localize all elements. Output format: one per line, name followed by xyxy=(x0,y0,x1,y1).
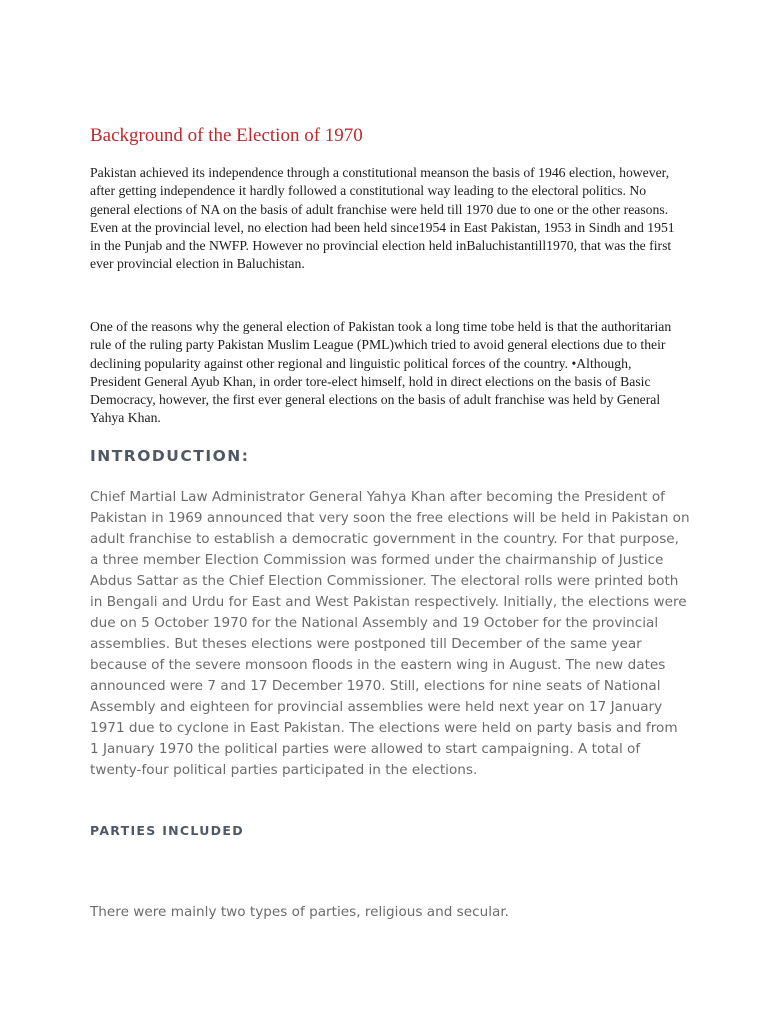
introduction-paragraph: Chief Martial Law Administrator General Yahya Khan after becoming the President of Pakistan in 1969 announced that very soon the free elections will be held in Pakistan on adult franchise to establish a democratic government in the country. For that purpose, a three member Election Commission was formed under the chairmanship of Justice Abdus Sattar as the Chief Election Commissioner. The electoral rolls were printed both in Bengali and Urdu for East and West Pakistan respectively. Initially, the elections were due on 5 October 1970 for the National Assembly and 19 October for the provincial assemblies. But theses elections were postponed till December of the same year because of the severe monsoon floods in the eastern wing in August. The new dates announced were 7 and 17 December 1970. Still, elections for nine seats of National Assembly and eighteen for provincial assemblies were held next year on 17 January 1971 due to cyclone in East Pakistan. The elections were held on party basis and from 1 January 1970 the political parties were allowed to start campaigning. A total of twenty-four political parties participated in the elections. xyxy=(90,489,690,778)
background-paragraph-2: One of the reasons why the general election of Pakistan took a long time tobe held is that the authoritarian rule of the ruling party Pakistan Muslim League (PML)which tried to avoid general elections due to their declining popularity against other regional and linguistic political forces of the country. •Although, President General Ayub Khan, in order tore-elect himself, hold in direct elections on the basis of Basic Democracy, however, the first ever general elections on the basis of adult franchise was held by General Yahya Khan. xyxy=(90,319,672,426)
parties-included-heading: PARTIES INCLUDED xyxy=(90,823,244,838)
introduction-heading: INTRODUCTION: xyxy=(90,447,250,465)
background-paragraph-1: Pakistan achieved its independence through a constitutional meanson the basis of 1946 election, however, after getting independence it hardly followed a constitutional way leading to the electoral politics. No general elections of NA on the basis of adult franchise were held till 1970 due to one or the other reasons. Even at the provincial level, no election had been held since1954 in East Pakistan, 1953 in Sindh and 1951 in the Punjab and the NWFP. However no provincial election held inBaluchistantill1970, that was the first ever provincial election in Baluchistan. xyxy=(90,165,675,272)
parties-paragraph: There were mainly two types of parties, religious and secular. xyxy=(90,904,509,920)
document-title: Background of the Election of 1970 xyxy=(90,125,363,146)
